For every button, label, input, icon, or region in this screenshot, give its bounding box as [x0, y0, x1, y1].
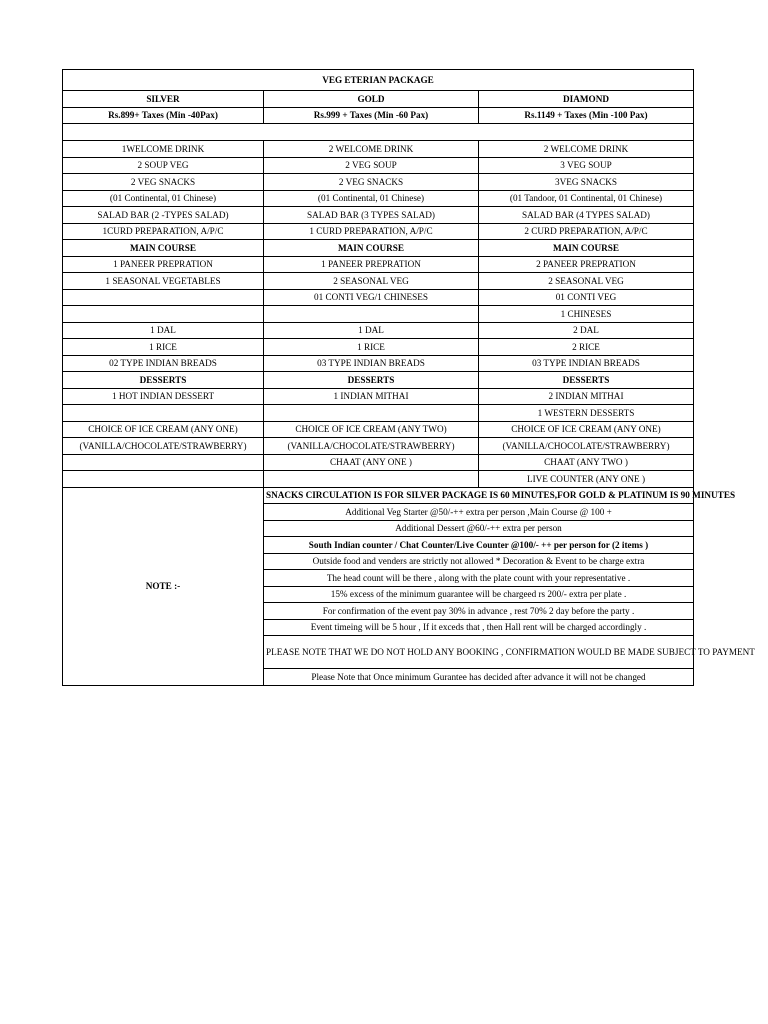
menu-cell-silver: 02 TYPE INDIAN BREADS	[63, 355, 264, 372]
menu-row	[63, 372, 694, 389]
note-text: Additional Veg Starter @50/-++ extra per person ,Main Course @ 100 +	[264, 504, 694, 521]
menu-cell-gold: (VANILLA/CHOCOLATE/STRAWBERRY)	[264, 438, 479, 455]
menu-cell-gold: CHAAT (ANY ONE )	[264, 454, 479, 471]
menu-cell-silver	[63, 471, 264, 488]
note-text: South Indian counter / Chat Counter/Live Counter @100/- ++ per person for (2 items )	[264, 537, 694, 554]
menu-cell-gold: 2 WELCOME DRINK	[264, 141, 479, 158]
menu-cell-gold: MAIN COURSE	[264, 240, 479, 257]
menu-row	[63, 207, 694, 224]
menu-cell-gold: 1 PANEER PREPRATION	[264, 256, 479, 273]
note-text: SNACKS CIRCULATION IS FOR SILVER PACKAGE IS 60 MINUTES,FOR GOLD & PLATINUM IS 90 MINUTES	[264, 487, 694, 504]
menu-cell-silver: SALAD BAR (2 -TYPES SALAD)	[63, 207, 264, 224]
package-price-silver: Rs.899+ Taxes (Min -40Pax)	[63, 107, 264, 124]
menu-cell-silver: 1 SEASONAL VEGETABLES	[63, 273, 264, 290]
menu-cell-gold: 1 RICE	[264, 339, 479, 356]
menu-cell-diamond: 1 WESTERN DESSERTS	[479, 405, 694, 422]
menu-cell-diamond: 01 CONTI VEG	[479, 289, 694, 306]
menu-row	[63, 388, 694, 405]
menu-row	[63, 306, 694, 323]
menu-cell-diamond: (VANILLA/CHOCOLATE/STRAWBERRY)	[479, 438, 694, 455]
menu-cell-gold: 1 CURD PREPARATION, A/P/C	[264, 223, 479, 240]
menu-cell-silver	[63, 454, 264, 471]
menu-cell-diamond: 1 CHINESES	[479, 306, 694, 323]
menu-cell-diamond: 3 VEG SOUP	[479, 157, 694, 174]
menu-cell-diamond: (01 Tandoor, 01 Continental, 01 Chinese)	[479, 190, 694, 207]
menu-cell-diamond: CHAAT (ANY TWO )	[479, 454, 694, 471]
menu-cell-diamond: DESSERTS	[479, 372, 694, 389]
menu-cell-gold	[264, 306, 479, 323]
menu-cell-silver: CHOICE OF ICE CREAM (ANY ONE)	[63, 421, 264, 438]
menu-cell-silver: (VANILLA/CHOCOLATE/STRAWBERRY)	[63, 438, 264, 455]
menu-row	[63, 405, 694, 422]
menu-row	[63, 355, 694, 372]
menu-row	[63, 421, 694, 438]
menu-cell-silver: 1 HOT INDIAN DESSERT	[63, 388, 264, 405]
menu-cell-gold	[264, 471, 479, 488]
menu-row	[63, 157, 694, 174]
menu-cell-gold: 1 INDIAN MITHAI	[264, 388, 479, 405]
menu-cell-diamond: 2 DAL	[479, 322, 694, 339]
package-name-silver: SILVER	[63, 91, 264, 108]
spacer-row	[63, 124, 694, 141]
menu-cell-gold: 2 VEG SOUP	[264, 157, 479, 174]
menu-row	[63, 322, 694, 339]
note-text: Event timeing will be 5 hour , If it exceds that , then Hall rent will be charged accordingly .	[264, 619, 694, 636]
menu-cell-silver: 1 DAL	[63, 322, 264, 339]
menu-cell-diamond: 03 TYPE INDIAN BREADS	[479, 355, 694, 372]
package-price-gold: Rs.999 + Taxes (Min -60 Pax)	[264, 107, 479, 124]
menu-cell-gold: 1 DAL	[264, 322, 479, 339]
menu-cell-diamond: 3VEG SNACKS	[479, 174, 694, 191]
menu-row	[63, 141, 694, 158]
menu-cell-silver: DESSERTS	[63, 372, 264, 389]
menu-cell-silver: 1 PANEER PREPRATION	[63, 256, 264, 273]
menu-cell-diamond: 2 PANEER PREPRATION	[479, 256, 694, 273]
menu-cell-gold: 2 SEASONAL VEG	[264, 273, 479, 290]
package-price-row	[63, 107, 694, 124]
menu-cell-silver	[63, 405, 264, 422]
menu-cell-gold: SALAD BAR (3 TYPES SALAD)	[264, 207, 479, 224]
menu-cell-gold: 01 CONTI VEG/1 CHINESES	[264, 289, 479, 306]
note-text: The head count will be there , along with the plate count with your representative .	[264, 570, 694, 587]
menu-cell-gold	[264, 405, 479, 422]
package-price-diamond: Rs.1149 + Taxes (Min -100 Pax)	[479, 107, 694, 124]
package-name-diamond: DIAMOND	[479, 91, 694, 108]
menu-cell-silver: (01 Continental, 01 Chinese)	[63, 190, 264, 207]
menu-row	[63, 256, 694, 273]
note-text: 15% excess of the minimum guarantee will be chargeed rs 200/- extra per plate .	[264, 586, 694, 603]
menu-cell-diamond: SALAD BAR (4 TYPES SALAD)	[479, 207, 694, 224]
menu-cell-gold: DESSERTS	[264, 372, 479, 389]
menu-cell-silver: 1WELCOME DRINK	[63, 141, 264, 158]
menu-cell-diamond: 2 INDIAN MITHAI	[479, 388, 694, 405]
menu-row	[63, 339, 694, 356]
menu-cell-diamond: CHOICE OF ICE CREAM (ANY ONE)	[479, 421, 694, 438]
menu-row	[63, 240, 694, 257]
spacer-cell	[63, 124, 694, 141]
menu-cell-diamond: 2 WELCOME DRINK	[479, 141, 694, 158]
page-title: VEG ETERIAN PACKAGE	[63, 70, 694, 91]
menu-row	[63, 471, 694, 488]
menu-row	[63, 190, 694, 207]
package-name-row	[63, 91, 694, 108]
menu-cell-diamond: MAIN COURSE	[479, 240, 694, 257]
menu-row	[63, 174, 694, 191]
package-table	[62, 69, 755, 686]
menu-cell-silver: 2 SOUP VEG	[63, 157, 264, 174]
menu-cell-silver	[63, 306, 264, 323]
menu-cell-diamond: 2 CURD PREPARATION, A/P/C	[479, 223, 694, 240]
package-sheet	[62, 69, 755, 687]
note-text: Additional Dessert @60/-++ extra per person	[264, 520, 694, 537]
menu-cell-diamond: 2 RICE	[479, 339, 694, 356]
menu-cell-gold: 2 VEG SNACKS	[264, 174, 479, 191]
menu-row	[63, 289, 694, 306]
menu-cell-silver: MAIN COURSE	[63, 240, 264, 257]
menu-cell-diamond: LIVE COUNTER (ANY ONE )	[479, 471, 694, 488]
menu-row	[63, 273, 694, 290]
note-text: For confirmation of the event pay 30% in advance , rest 70% 2 day before the party .	[264, 603, 694, 620]
note-text: PLEASE NOTE THAT WE DO NOT HOLD ANY BOOKING , CONFIRMATION WOULD BE MADE SUBJECT TO PAYMENT	[264, 636, 694, 669]
menu-cell-gold: (01 Continental, 01 Chinese)	[264, 190, 479, 207]
package-name-gold: GOLD	[264, 91, 479, 108]
menu-cell-gold: 03 TYPE INDIAN BREADS	[264, 355, 479, 372]
menu-cell-silver: 1 RICE	[63, 339, 264, 356]
menu-cell-silver: 2 VEG SNACKS	[63, 174, 264, 191]
menu-row	[63, 223, 694, 240]
menu-cell-silver: 1CURD PREPARATION, A/P/C	[63, 223, 264, 240]
menu-cell-silver	[63, 289, 264, 306]
menu-cell-diamond: 2 SEASONAL VEG	[479, 273, 694, 290]
note-text: Outside food and venders are strictly not allowed * Decoration & Event to be charge extra	[264, 553, 694, 570]
menu-cell-gold: CHOICE OF ICE CREAM (ANY TWO)	[264, 421, 479, 438]
notes-label: NOTE :-	[63, 487, 264, 685]
note-text: Please Note that Once minimum Gurantee has decided after advance it will not be changed	[264, 669, 694, 686]
menu-row	[63, 454, 694, 471]
title-row	[63, 70, 694, 91]
note-row	[63, 487, 694, 504]
menu-row	[63, 438, 694, 455]
